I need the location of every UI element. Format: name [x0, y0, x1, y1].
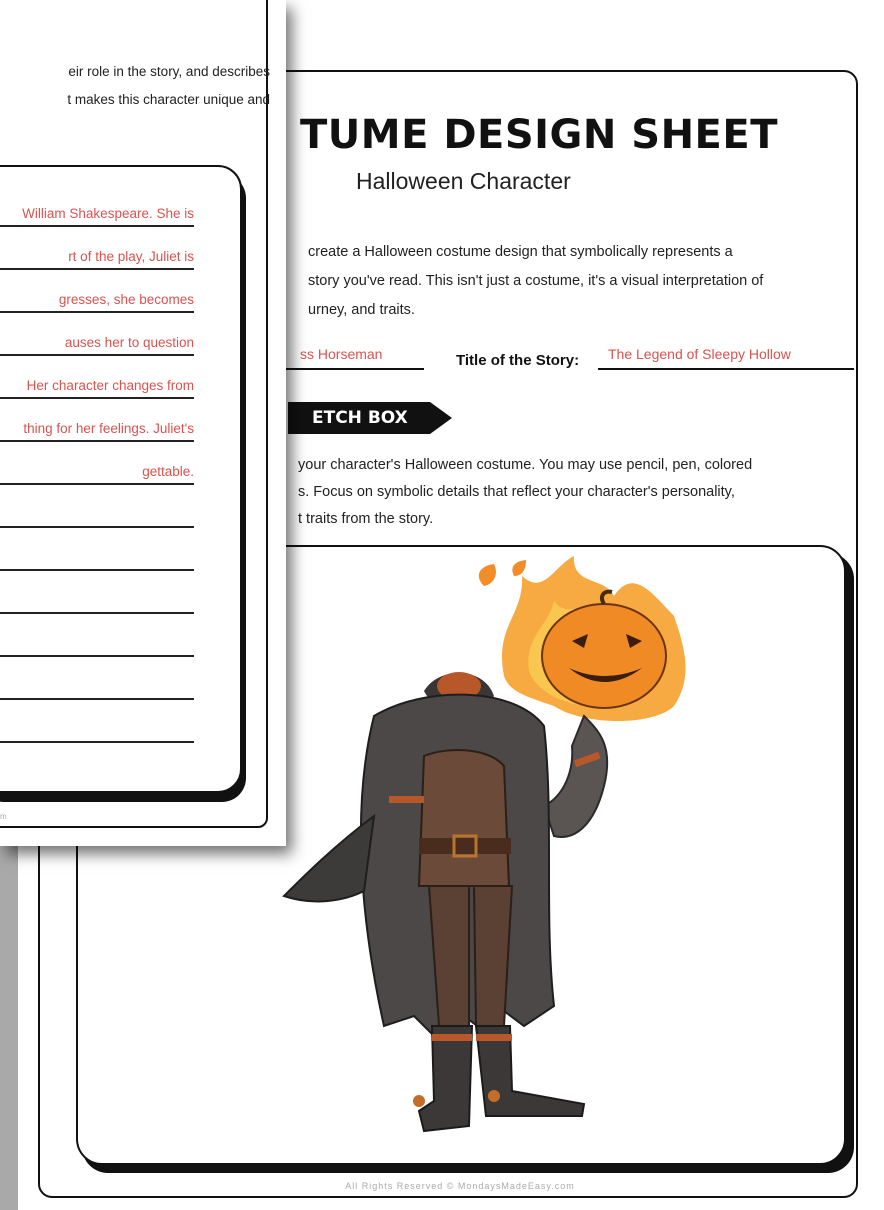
- intro-line: urney, and traits.: [308, 302, 415, 318]
- answer-box[interactable]: [0, 165, 242, 793]
- sketch-box-label: [288, 402, 452, 434]
- intro-paragraph: [308, 238, 848, 325]
- answer-line[interactable]: [0, 672, 194, 700]
- answer-line[interactable]: [0, 629, 194, 657]
- answer-line[interactable]: [0, 199, 194, 227]
- answer-text: thing for her feelings. Juliet's: [23, 421, 194, 436]
- answer-line[interactable]: [0, 328, 194, 356]
- front-intro-line: eir role in the story, and describes: [68, 64, 270, 79]
- front-intro-paragraph: [0, 58, 270, 114]
- story-title-value: The Legend of Sleepy Hollow: [608, 346, 791, 362]
- answer-line[interactable]: [0, 371, 194, 399]
- answer-line[interactable]: [0, 242, 194, 270]
- answer-line[interactable]: [0, 586, 194, 614]
- answer-line[interactable]: [0, 414, 194, 442]
- headless-horseman-illustration: [254, 556, 724, 1156]
- answer-line[interactable]: [0, 457, 194, 485]
- answer-line[interactable]: [0, 500, 194, 528]
- instruction-line: s. Focus on symbolic details that reflect your character's personality,: [298, 484, 735, 500]
- page-subtitle: Halloween Character: [356, 168, 571, 194]
- sketch-box-label-text: ETCH BOX: [312, 408, 408, 428]
- copyright-footer: All Rights Reserved © MondaysMadeEasy.com: [345, 1181, 575, 1191]
- answer-line[interactable]: [0, 543, 194, 571]
- story-title-label: Title of the Story:: [456, 352, 580, 369]
- character-name-value: ss Horseman: [300, 346, 383, 362]
- answer-text: gettable.: [142, 464, 194, 479]
- front-intro-line: t makes this character unique and: [67, 92, 270, 107]
- answer-text: gresses, she becomes: [58, 292, 194, 307]
- answer-text: Her character changes from: [26, 378, 194, 393]
- answer-line[interactable]: [0, 715, 194, 743]
- front-footer: m: [0, 812, 7, 821]
- instruction-line: t traits from the story.: [298, 511, 434, 527]
- character-analysis-page: [0, 0, 286, 846]
- intro-line: create a Halloween costume design that symbolically represents a: [308, 244, 733, 260]
- page-title: TUME DESIGN SHEET: [300, 112, 778, 158]
- intro-line: story you've read. This isn't just a costume, it's a visual interpretation of: [308, 273, 764, 289]
- answer-text: rt of the play, Juliet is: [68, 249, 194, 264]
- instruction-line: your character's Halloween costume. You may use pencil, pen, colored: [298, 457, 753, 473]
- story-title-field[interactable]: [598, 344, 854, 370]
- character-name-field[interactable]: [286, 344, 424, 370]
- answer-text: auses her to question: [64, 335, 194, 350]
- answer-line[interactable]: [0, 285, 194, 313]
- sketch-instructions: [298, 452, 850, 533]
- answer-text: William Shakespeare. She is: [22, 206, 194, 221]
